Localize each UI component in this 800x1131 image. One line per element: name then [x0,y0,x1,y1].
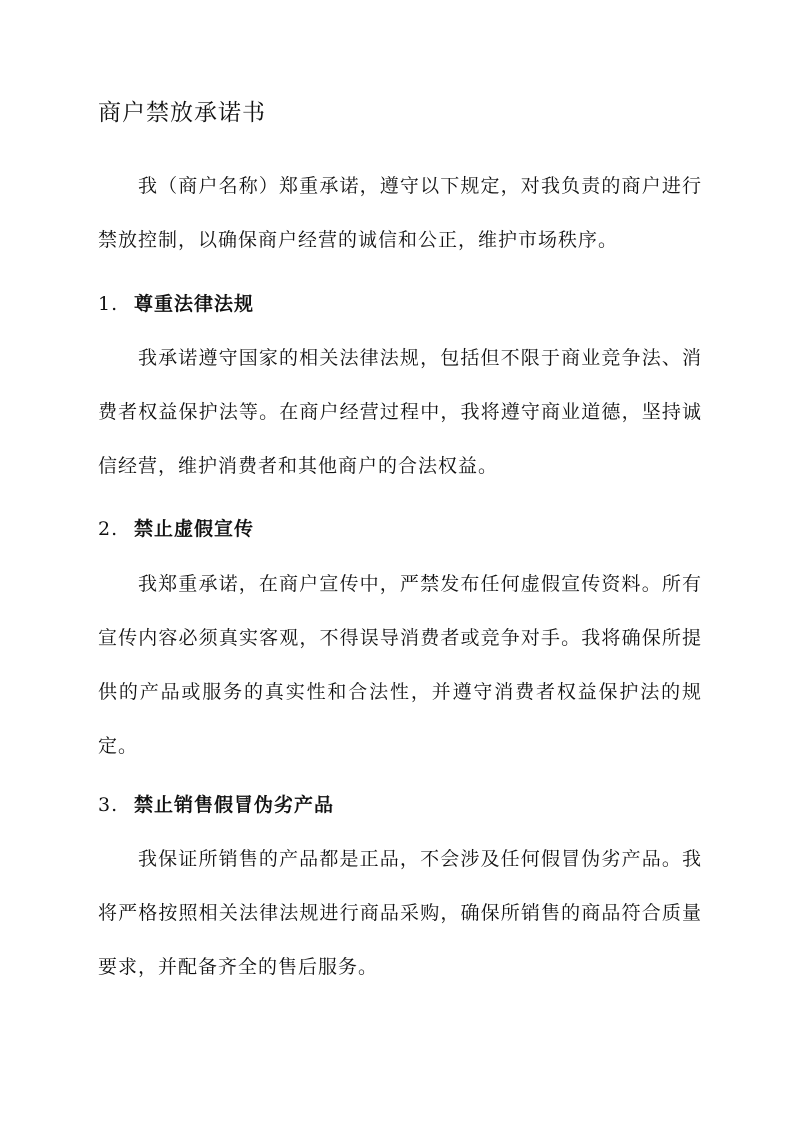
section-heading-3 [98,790,334,817]
document-title: 商户禁放承诺书 [98,100,266,126]
section-title: 禁止虚假宣传 [134,518,255,540]
section-heading-2 [98,514,254,541]
section-number: 3. [98,794,119,816]
section-title: 禁止销售假冒伪劣产品 [134,794,335,816]
section-body-1: 我承诺遵守国家的相关法律法规，包括但不限于商业竞争法、消费者权益保护法等。在商户经营过程中，我将遵守商业道德，坚持诚信经营，维护消费者和其他商户的合法权益。 [98,347,702,477]
section-number: 2. [98,518,119,540]
section-title: 尊重法律法规 [134,293,255,315]
section-heading-1 [98,289,254,316]
intro-paragraph: 我（商户名称）郑重承诺，遵守以下规定，对我负责的商户进行禁放控制，以确保商户经营的诚信和公正，维护市场秩序。 [98,175,702,251]
section-body-2: 我郑重承诺，在商户宣传中，严禁发布任何虚假宣传资料。所有宣传内容必须真实客观，不得误导消费者或竞争对手。我将确保所提供的产品或服务的真实性和合法性，并遵守消费者权益保护法的规定。 [98,573,702,757]
section-body-3: 我保证所销售的产品都是正品，不会涉及任何假冒伪劣产品。我将严格按照相关法律法规进行商品采购，确保所销售的商品符合质量要求，并配备齐全的售后服务。 [98,848,702,978]
section-number: 1. [98,293,119,315]
